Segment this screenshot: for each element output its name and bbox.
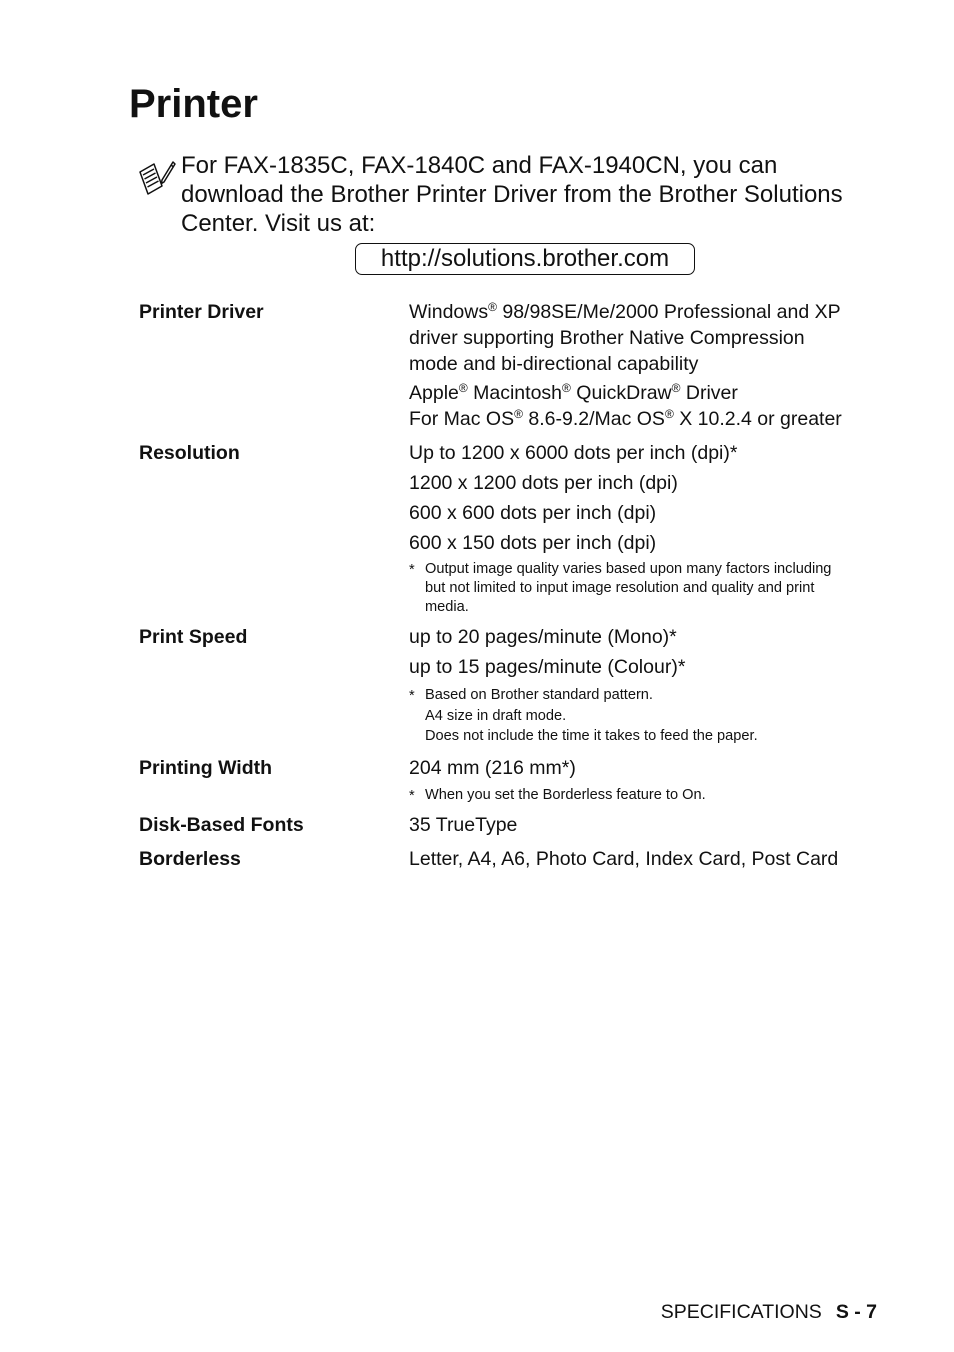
value-line: 1200 x 1200 dots per inch (dpi) [409, 472, 678, 494]
footnote-line: When you set the Borderless feature to On. [425, 786, 706, 803]
value-line: up to 20 pages/minute (Mono)* [409, 626, 677, 648]
spec-row-print-speed [139, 624, 884, 747]
footnote-star: * [409, 688, 415, 704]
text-segment: 98/98SE/Me/2000 Professional and XP [496, 301, 841, 323]
footer-section: SPECIFICATIONS [660, 1301, 822, 1323]
spec-value [409, 812, 884, 838]
footnote-line: A4 size in draft mode. [425, 707, 567, 724]
printer-spec-table [139, 299, 884, 872]
note-pencil-icon [136, 158, 176, 198]
footnote-line: Based on Brother standard pattern. [425, 687, 653, 703]
note-line: Center. Visit us at: [181, 210, 376, 237]
spec-row-borderless [139, 846, 884, 872]
value-line: 600 x 150 dots per inch (dpi) [409, 532, 657, 554]
value-line: mode and bi-directional capability [409, 353, 699, 375]
spec-value [409, 624, 884, 747]
value-line: 35 TrueType [409, 813, 518, 836]
text-segment: X 10.2.4 or greater [673, 408, 842, 430]
value-line [409, 406, 884, 432]
note-line: For FAX-1835C, FAX-1840C and FAX-1940CN, you can [181, 152, 778, 179]
spec-value [409, 755, 884, 805]
text-segment: For Mac OS [409, 408, 515, 430]
page-footer [661, 1299, 877, 1325]
spec-row-resolution [139, 440, 884, 617]
spec-label: Borderless [139, 847, 241, 870]
spec-row-disk-based-fonts [139, 812, 884, 838]
spec-label: Printer Driver [139, 301, 264, 323]
registered-mark: ® [664, 407, 674, 421]
footnote [409, 786, 884, 805]
spec-row-printer-driver [139, 299, 884, 432]
page-number: S - 7 [835, 1301, 877, 1323]
spec-value [409, 846, 884, 872]
footnote [409, 685, 884, 747]
value-line: driver supporting Brother Native Compression [409, 327, 805, 349]
value-line [409, 299, 884, 325]
spec-row-printing-width [139, 755, 884, 805]
spec-label: Resolution [139, 442, 240, 464]
text-segment: QuickDraw [570, 382, 672, 404]
registered-mark: ® [514, 407, 523, 421]
footnote [409, 560, 884, 617]
registered-mark: ® [458, 381, 468, 395]
spec-value [409, 440, 884, 617]
footnote-star: * [409, 787, 415, 804]
text-segment: Driver [680, 382, 738, 404]
spec-label: Print Speed [139, 626, 248, 648]
solutions-url-link[interactable]: http://solutions.brother.com [355, 243, 695, 275]
note-line: download the Brother Printer Driver from the Brother Solutions [181, 181, 843, 208]
note-text [181, 151, 891, 238]
text-segment: Macintosh [467, 382, 563, 404]
value-line: Up to 1200 x 6000 dots per inch (dpi)* [409, 442, 738, 464]
value-line: 204 mm (216 mm*) [409, 756, 576, 779]
registered-mark: ® [562, 381, 571, 395]
text-segment: 8.6-9.2/Mac OS [522, 408, 665, 430]
value-line: 600 x 600 dots per inch (dpi) [409, 502, 657, 524]
registered-mark: ® [671, 381, 681, 395]
value-line: up to 15 pages/minute (Colour)* [409, 656, 686, 678]
footnote-line: media. [425, 599, 469, 615]
text-segment: Apple [409, 382, 459, 404]
spec-label: Printing Width [139, 756, 273, 779]
value-line: Letter, A4, A6, Photo Card, Index Card, Post Card [409, 847, 839, 870]
footnote-line: Output image quality varies based upon many factors including [425, 561, 832, 577]
text-segment: Windows [409, 301, 489, 323]
value-line [409, 380, 884, 406]
footnote-star: * [409, 562, 415, 578]
footnote-line: but not limited to input image resolution and quality and print [425, 580, 815, 596]
spec-label: Disk-Based Fonts [139, 813, 304, 836]
spec-value [409, 299, 884, 432]
footnote-line: Does not include the time it takes to feed the paper. [425, 728, 758, 744]
page-title: Printer [129, 82, 258, 126]
registered-mark: ® [488, 300, 497, 314]
